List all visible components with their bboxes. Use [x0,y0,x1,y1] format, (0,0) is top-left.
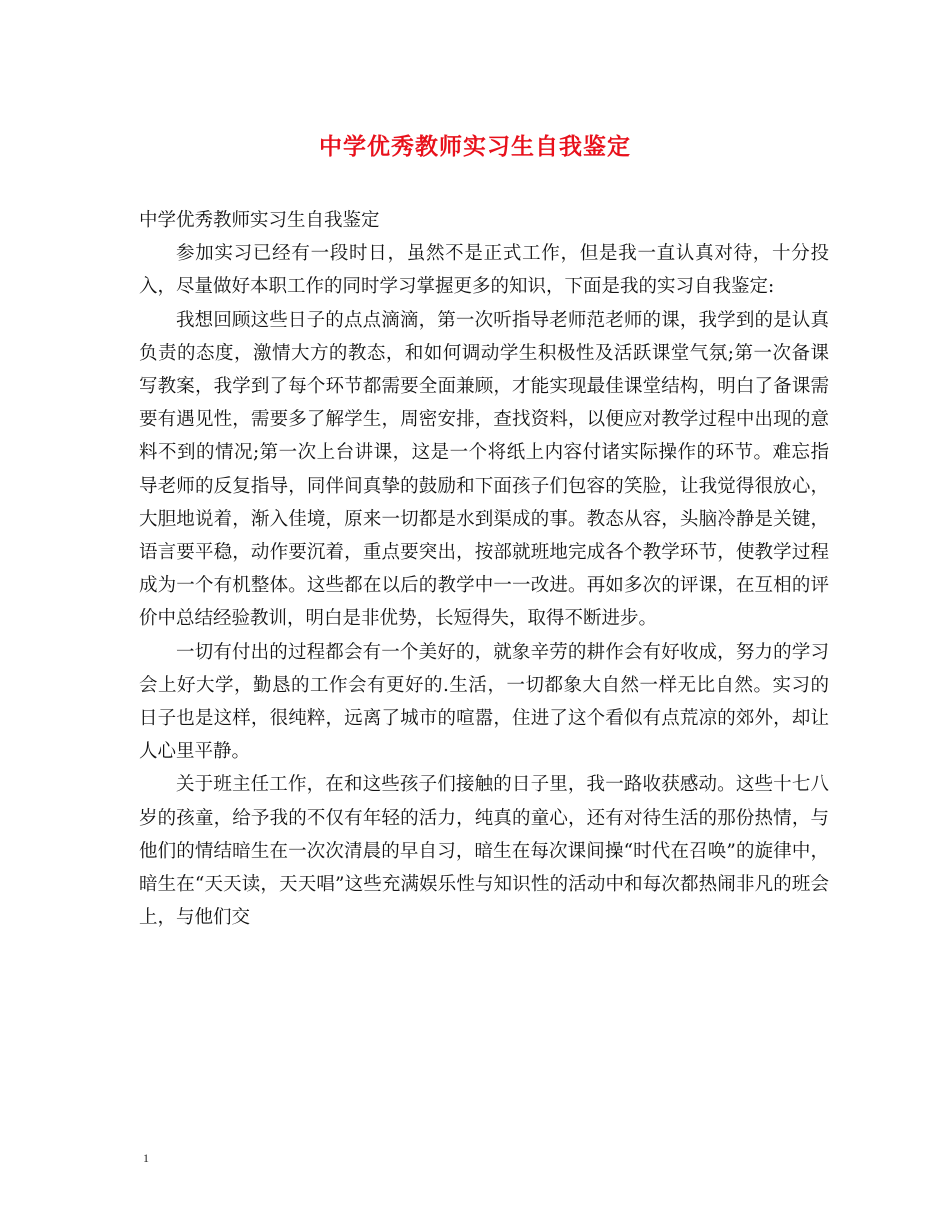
paragraph-review: 我想回顾这些日子的点点滴滴，第一次听指导老师范老师的课，我学到的是认真负责的态度，激情大方的教态，和如何调动学生积极性及活跃课堂气氛;第一次备课写教案，我学到了每个环节都需要全面兼顾，才能实现最佳课堂结构，明白了备课需要有遇见性，需要多了解学生，周密安排，查找资料，以便应对教学过程中出现的意料不到的情况;第一次上台讲课，这是一个将纸上内容付诸实际操作的环节。难忘指导老师的反复指导，同伴间真挚的鼓励和下面孩子们包容的笑脸，让我觉得很放心，大胆地说着，渐入佳境，原来一切都是水到渠成的事。教态从容，头脑冷静是关键，语言要平稳，动作要沉着，重点要突出，按部就班地完成各个教学环节，使教学过程成为一个有机整体。这些都在以后的教学中一一改进。再如多次的评课，在互相的评价中总结经验教训，明白是非优势，长短得失，取得不断进步。 [139,309,829,630]
paragraph-intro: 参加实习已经有一段时日，虽然不是正式工作，但是我一直认真对待，十分投入，尽量做好本职工作的同时学习掌握更多的知识，下面是我的实习自我鉴定: [139,243,829,298]
document-body [139,204,829,934]
document-title: 中学优秀教师实习生自我鉴定 [319,133,631,160]
page-number: 1 [143,1151,149,1165]
paragraph-reflection: 一切有付出的过程都会有一个美好的，就象辛劳的耕作会有好收成，努力的学习会上好大学，勤恳的工作会有更好的.生活，一切都象大自然一样无比自然。实习的日子也是这样，很纯粹，远离了城市的喧嚣，住进了这个看似有点荒凉的郊外，却让人心里平静。 [139,641,829,763]
document-subtitle: 中学优秀教师实习生自我鉴定 [139,210,380,231]
paragraph-class-teacher: 关于班主任工作，在和这些孩子们接触的日子里，我一路收获感动。这些十七八岁的孩童，给予我的不仅有年轻的活力，纯真的童心，还有对待生活的那份热情，与他们的情结暗生在一次次清晨的早自习，暗生在每次课间操“时代在召唤”的旋律中，暗生在“天天读，天天唱”这些充满娱乐性与知识性的活动中和每次都热闹非凡的班会上，与他们交 [139,774,829,929]
